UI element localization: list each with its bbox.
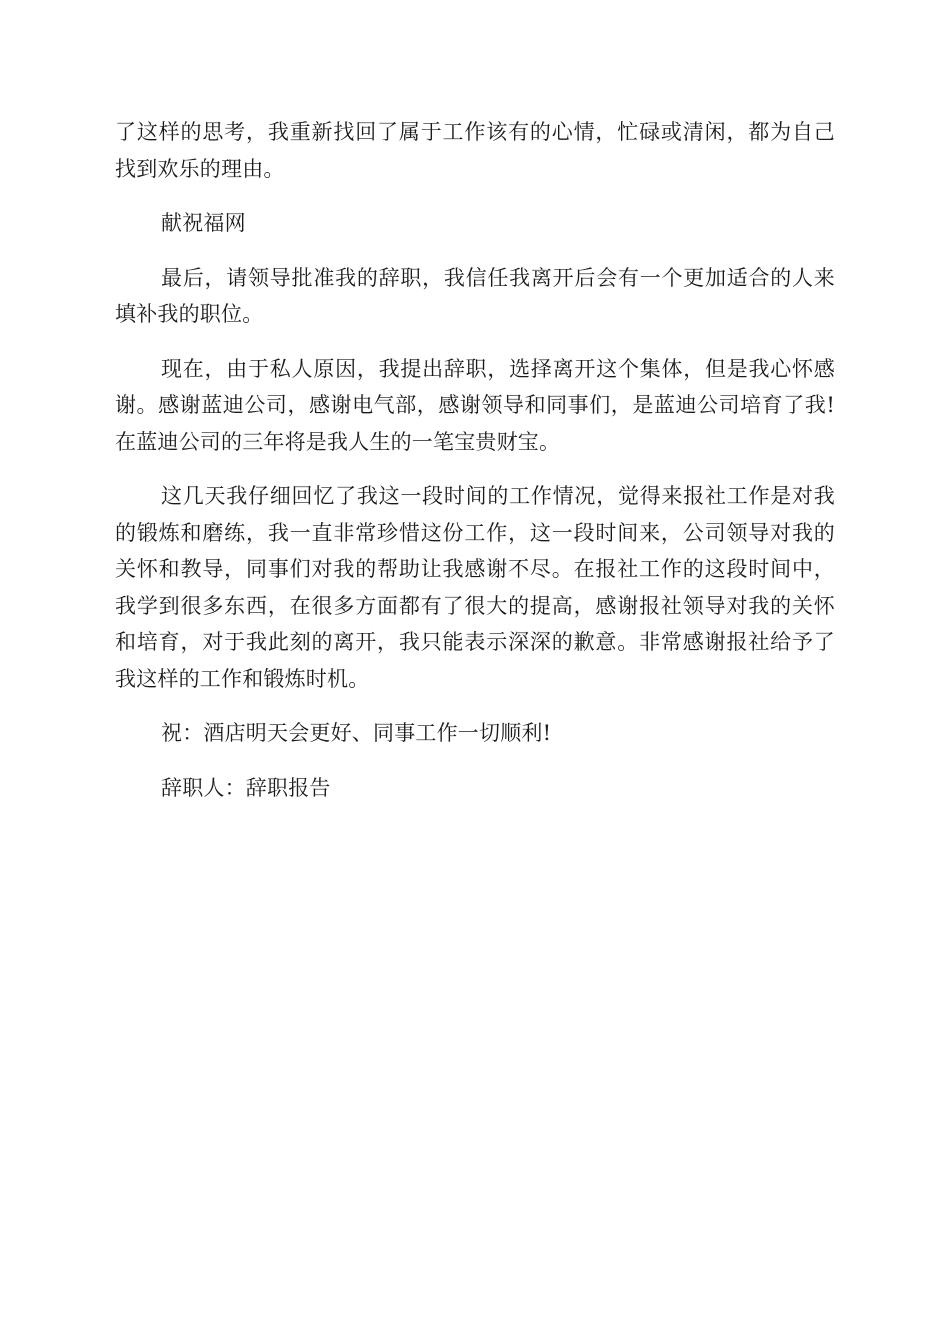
paragraph-continuation: 了这样的思考，我重新找回了属于工作该有的心情，忙碌或清闲，都为自己找到欢乐的理由。 [115, 120, 835, 181]
paragraph-signature: 辞职人：辞职报告 [161, 775, 331, 800]
paragraph-reflection: 这几天我仔细回忆了我这一段时间的工作情况，觉得来报社工作是对我的锻炼和磨练，我一直非常珍惜这份工作，这一段时间来，公司领导对我的关怀和教导，同事们对我的帮助让我感谢不尽。在报社工作的这段时间中，我学到很多东西，在很多方面都有了很大的提高，感谢报社领导对我的关怀和培育，对于我此刻的离开，我只能表示深深的歉意。非常感谢报社给予了我这样的工作和锻炼时机。 [115, 484, 835, 691]
paragraph-reason-and-thanks: 现在，由于私人原因，我提出辞职，选择离开这个集体，但是我心怀感谢。感谢蓝迪公司，感谢电气部，感谢领导和同事们，是蓝迪公司培育了我!在蓝迪公司的三年将是我人生的一笔宝贵财宝。 [115, 356, 835, 454]
paragraph-blessing-site: 献祝福网 [161, 211, 246, 235]
paragraph-closing-wish: 祝：酒店明天会更好、同事工作一切顺利! [161, 721, 552, 745]
paragraph-request-approval: 最后，请领导批准我的辞职，我信任我离开后会有一个更加适合的人来填补我的职位。 [115, 265, 835, 326]
document-body [115, 114, 835, 824]
